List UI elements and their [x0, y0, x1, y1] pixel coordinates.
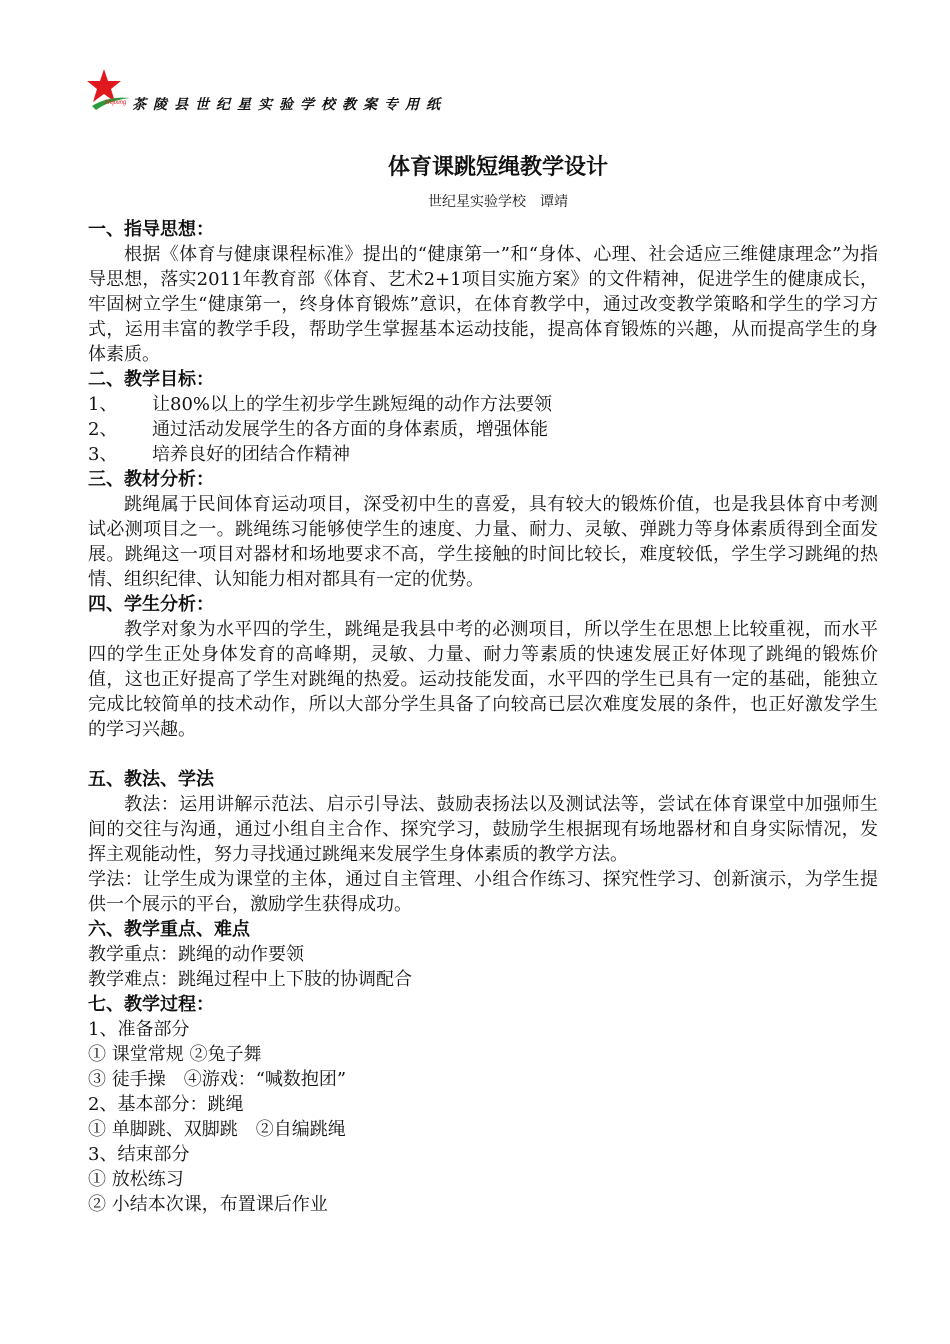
paragraph-student-analysis: 教学对象为水平四的学生，跳绳是我县中考的必测项目，所以学生在思想上比较重视，而水平四的学生正处身体发育的高峰期，灵敏、力量、耐力等素质的快速发展正好体现了跳绳的锻炼价值，这也正好提高了学生对跳绳的热爱。运动技能发面，水平四的学生已具有一定的基础，能独立完成比较简单的技术动作，所以大部分学生具备了向较高已层次难度发展的条件，也正好激发学生的学习兴趣。: [88, 619, 878, 740]
process-line: ① 课堂常规 ②兔子舞: [88, 1044, 262, 1065]
list-item-text: 让80%以上的学生初步学生跳短绳的动作方法要领: [152, 394, 553, 415]
paragraph-material-analysis: 跳绳属于民间体育运动项目，深受初中生的喜爱，具有较大的锻炼价值，也是我县体育中考测试必测项目之一。跳绳练习能够使学生的速度、力量、耐力、灵敏、弹跳力等身体素质得到全面发展。跳绳这一项目对器材和场地要求不高，学生接触的时间比较长，难度较低，学生学习跳绳的热情、组织纪律、认知能力相对都具有一定的优势。: [88, 494, 878, 590]
list-item-number: 2、: [88, 419, 118, 440]
section-heading-material-analysis: 三、教材分析：: [88, 469, 214, 490]
section-heading-student-analysis: 四、学生分析：: [88, 594, 214, 615]
process-line: ③ 徒手操 ④游戏：“喊数抱团”: [88, 1069, 347, 1090]
spacer: [88, 742, 878, 767]
list-item: [88, 417, 878, 442]
section-heading-key-points: 六、教学重点、难点: [88, 919, 250, 940]
list-item: [88, 442, 878, 467]
page-title: 体育课跳短绳教学设计: [387, 155, 608, 180]
list-item-number: 3、: [88, 444, 118, 465]
list-item-number: 1、: [88, 394, 118, 415]
author-line: 世纪星实验学校 谭靖: [428, 194, 568, 210]
letterhead: [86, 66, 646, 116]
process-line: 2、基本部分：跳绳: [88, 1094, 244, 1115]
section-heading-teaching-process: 七、教学过程：: [88, 994, 214, 1015]
section-heading-teaching-goals: 二、教学目标：: [88, 369, 214, 390]
paragraph-teaching-method: 教法：运用讲解示范法、启示引导法、鼓励表扬法以及测试法等，尝试在体育课堂中加强师生间的交往与沟通，通过小组自主合作、探究学习，鼓励学生根据现有场地器材和自身实际情况，发挥主观能动性，努力寻找通过跳绳来发展学生身体素质的教学方法。: [88, 794, 878, 865]
process-line: ② 小结本次课，布置课后作业: [88, 1194, 328, 1215]
list-item-text: 培养良好的团结合作精神: [152, 444, 350, 465]
logo-wordmark: Shijixing: [104, 100, 127, 106]
section-heading-guiding-ideology: 一、指导思想：: [88, 219, 214, 240]
paragraph-learning-method: 学法：让学生成为课堂的主体，通过自主管理、小组合作练习、探究性学习、创新演示，为学生提供一个展示的平台，激励学生获得成功。: [88, 869, 878, 915]
letterhead-banner: 茶陵县世纪星实验学校教案专用纸: [132, 97, 447, 113]
section-heading-methods: 五、教法、学法: [88, 769, 214, 790]
list-item-text: 通过活动发展学生的各方面的身体素质，增强体能: [152, 419, 548, 440]
process-line: ① 放松练习: [88, 1169, 184, 1190]
paragraph-guiding-ideology: 根据《体育与健康课程标准》提出的“健康第一”和“身体、心理、社会适应三维健康理念”为指导思想，落实2011年教育部《体育、艺术2+1项目实施方案》的文件精神，促进学生的健康成长，牢固树立学生“健康第一，终身体育锻炼”意识，在体育教学中，通过改变教学策略和学生的学习方式，运用丰富的教学手段，帮助学生掌握基本运动技能，提高体育锻炼的兴趣，从而提高学生的身体素质。: [88, 244, 878, 365]
document-body: [88, 150, 878, 1217]
list-item: [88, 392, 878, 417]
process-line: ① 单脚跳、双脚跳 ②自编跳绳: [88, 1119, 346, 1140]
difficulty-line: 教学难点：跳绳过程中上下肢的协调配合: [88, 969, 412, 990]
process-line: 1、准备部分: [88, 1019, 190, 1040]
process-line: 3、结束部分: [88, 1144, 190, 1165]
key-point-line: 教学重点：跳绳的动作要领: [88, 944, 304, 965]
